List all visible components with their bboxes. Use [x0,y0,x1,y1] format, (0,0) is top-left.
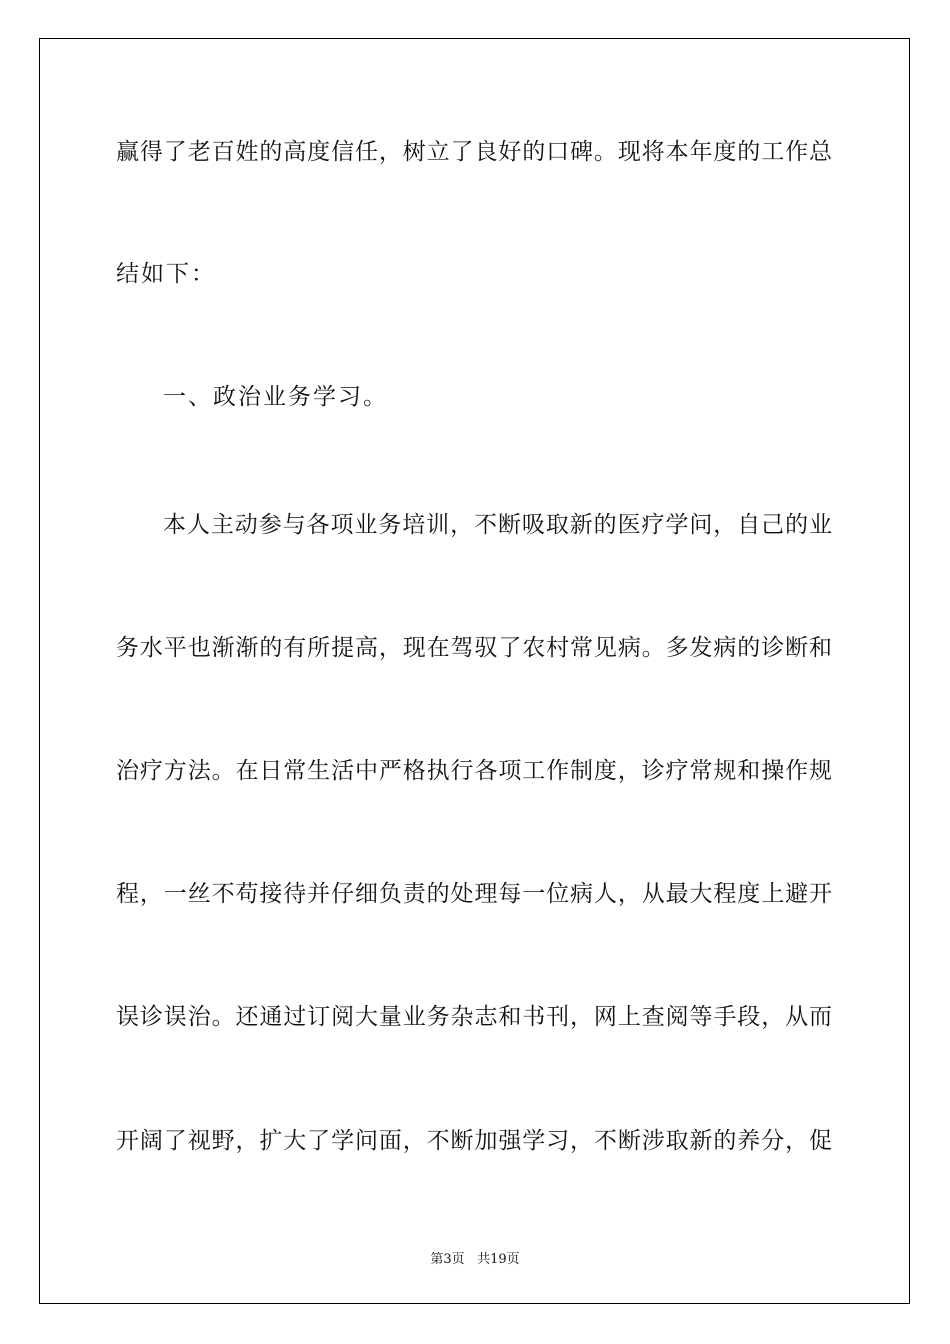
body-text-line-8: 误诊误治。还通过订阅大量业务杂志和书刊，网上查阅等手段，从而 [116,1004,832,1030]
body-text-line-5: 务水平也渐渐的有所提高，现在驾驭了农村常见病。多发病的诊断和 [116,635,832,661]
body-text-line-7: 程，一丝不苟接待并仔细负责的处理每一位病人，从最大程度上避开 [116,881,832,907]
body-text-line-6: 治疗方法。在日常生活中严格执行各项工作制度，诊疗常规和操作规 [116,758,832,784]
body-text-line-9: 开阔了视野，扩大了学问面，不断加强学习，不断涉取新的养分，促 [116,1128,832,1154]
page-footer [0,1248,950,1267]
section-heading: 一、政治业务学习。 [163,384,388,410]
body-text-line-1: 赢得了老百姓的高度信任，树立了良好的口碑。现将本年度的工作总 [116,139,832,165]
page-number: 第3页 [430,1252,465,1267]
body-text-line-2: 结如下： [116,261,216,287]
page-border [39,38,910,1304]
body-text-line-4: 本人主动参与各项业务培训，不断吸取新的医疗学问，自己的业 [163,512,832,538]
page-total: 共19页 [477,1252,520,1267]
